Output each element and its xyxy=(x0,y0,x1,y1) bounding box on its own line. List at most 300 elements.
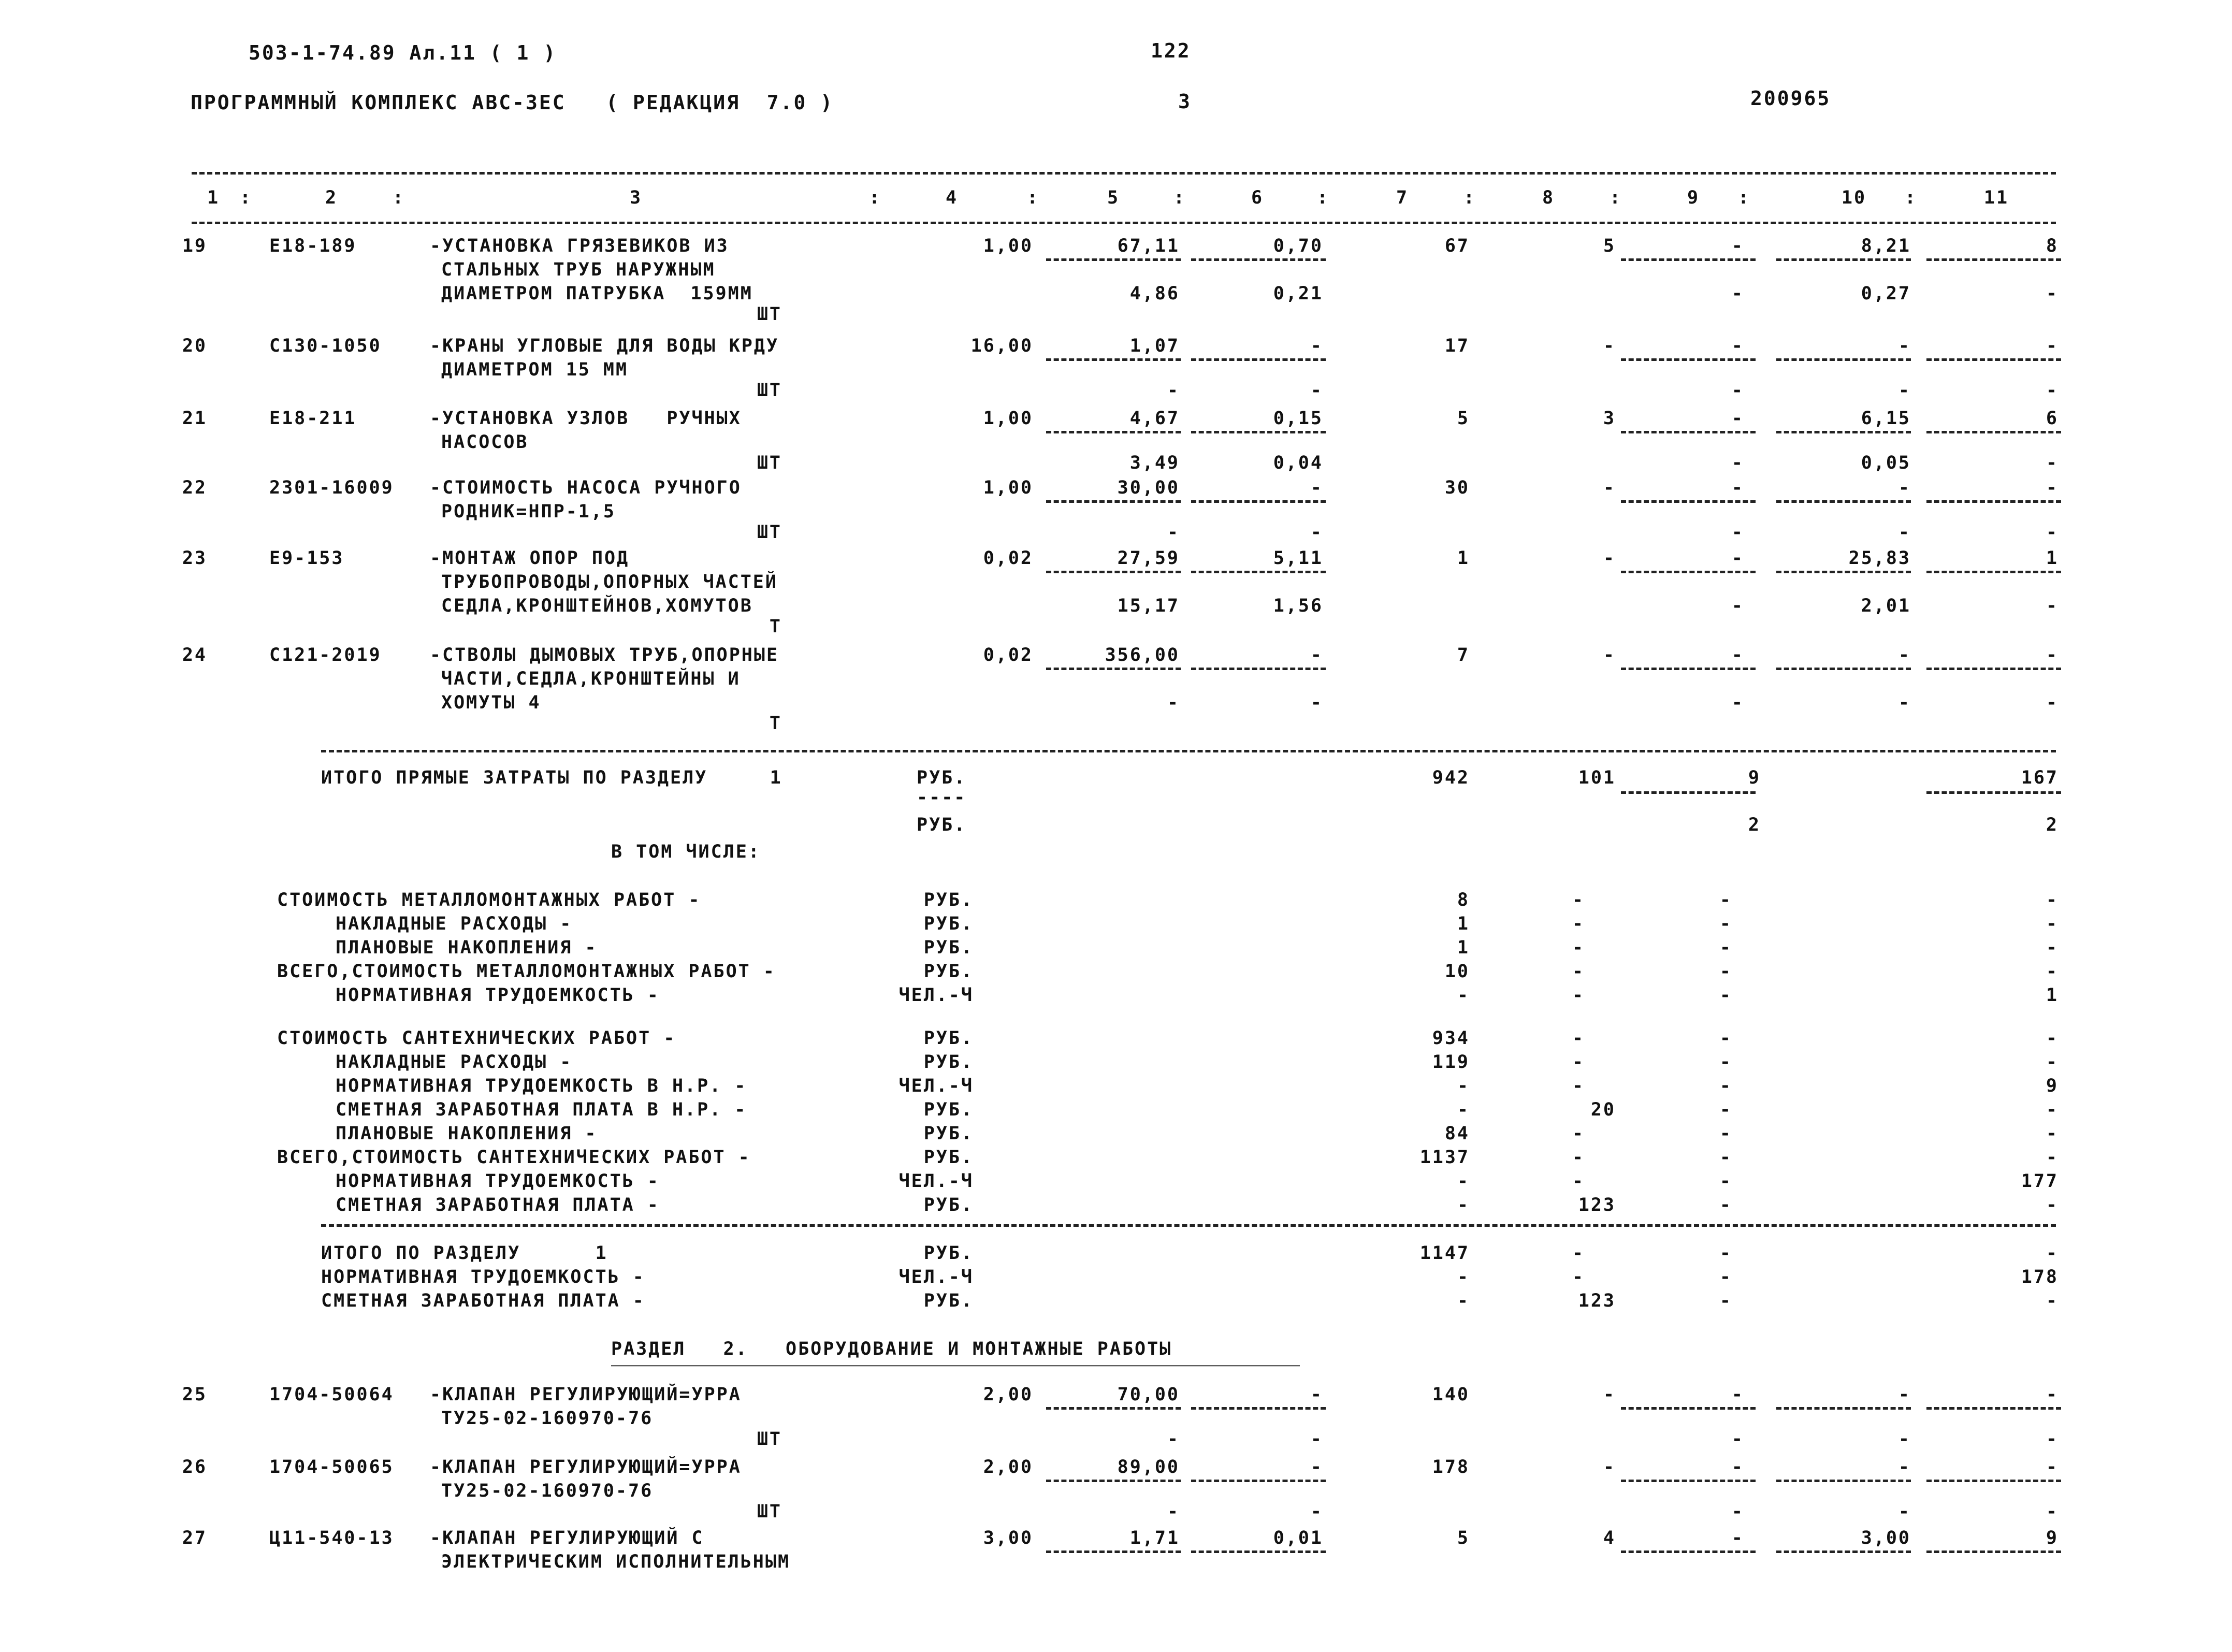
sub-rule xyxy=(1191,431,1326,433)
cell-c9a: - xyxy=(1731,236,1744,256)
row-unit: ШТ xyxy=(757,522,782,543)
cell-c10a: 3,00 xyxy=(1861,1528,1911,1548)
cell-p6b: - xyxy=(1310,1501,1323,1522)
breakdown-c11: - xyxy=(2046,1195,2059,1215)
sub-rule xyxy=(1776,1480,1911,1482)
cell-c11a: 8 xyxy=(2046,236,2059,256)
row-number: 24 xyxy=(182,645,207,665)
section-number: 3 xyxy=(1178,90,1192,113)
row-description: ТРУБОПРОВОДЫ,ОПОРНЫХ ЧАСТЕЙ xyxy=(441,572,778,592)
cell-p5b: - xyxy=(1167,1429,1180,1450)
page-number: 122 xyxy=(1151,39,1191,62)
cell-c10b: 0,27 xyxy=(1861,283,1911,304)
row-description: -СТВОЛЫ ДЫМОВЫХ ТРУБ,ОПОРНЫЕ xyxy=(430,645,779,665)
cell-p5a: 1,71 xyxy=(1129,1528,1180,1548)
row-code: Ц11-540-13 xyxy=(269,1528,394,1548)
cell-p5b: - xyxy=(1167,1501,1180,1522)
sub-rule xyxy=(1621,258,1756,261)
cell-p5a: 1,07 xyxy=(1129,336,1180,356)
row-quantity: 1,00 xyxy=(983,477,1033,498)
column-separator: : xyxy=(239,187,253,208)
cell-c9b: - xyxy=(1731,1501,1744,1522)
cell-c11b: - xyxy=(2046,596,2059,616)
cell-c8: - xyxy=(1603,1384,1616,1405)
total-direct-unit: РУБ. xyxy=(917,767,967,788)
cell-p5b: - xyxy=(1167,522,1180,543)
breakdown-c8: - xyxy=(1572,937,1585,958)
cell-c10a: - xyxy=(1898,477,1911,498)
breakdown-c11: - xyxy=(2046,1028,2059,1049)
column-header-4: 4 xyxy=(945,187,959,208)
cell-p6b: 0,04 xyxy=(1273,453,1323,473)
program-title: ПРОГРАММНЫЙ КОМПЛЕКС АВС-3ЕС ( РЕДАКЦИЯ 7.0 ) xyxy=(191,91,834,114)
total-direct-c8: 101 xyxy=(1578,767,1616,788)
row-code: Е18-211 xyxy=(269,408,357,429)
section-total-label: ИТОГО ПО РАЗДЕЛУ 1 xyxy=(321,1243,608,1264)
row-code: 1704-50064 xyxy=(269,1384,394,1405)
sub-rule xyxy=(1191,1480,1326,1482)
breakdown-c9: - xyxy=(1719,1123,1732,1144)
sub-rule xyxy=(1926,258,2061,261)
cell-p6b: 1,56 xyxy=(1273,596,1323,616)
section-total-c9: - xyxy=(1719,1291,1732,1311)
cell-p6a: 0,15 xyxy=(1273,408,1323,429)
cell-p6a: 0,01 xyxy=(1273,1528,1323,1548)
cell-c10a: - xyxy=(1898,1457,1911,1477)
section-total-c8: - xyxy=(1572,1267,1585,1287)
row-code: 1704-50065 xyxy=(269,1457,394,1477)
cell-p5b: - xyxy=(1167,692,1180,713)
row-unit: Т xyxy=(769,713,782,734)
breakdown-c8: - xyxy=(1572,1052,1585,1073)
cell-c10a: - xyxy=(1898,1384,1911,1405)
breakdown-c8: - xyxy=(1572,890,1585,910)
row-unit: ШТ xyxy=(757,1429,782,1450)
breakdown-c11: - xyxy=(2046,937,2059,958)
sub-rule xyxy=(1046,1407,1181,1410)
sub-rule xyxy=(1191,1550,1326,1553)
sub-rule xyxy=(1046,258,1181,261)
cell-p5b: - xyxy=(1167,380,1180,401)
cell-c9a: - xyxy=(1731,1384,1744,1405)
section-total-label: СМЕТНАЯ ЗАРАБОТНАЯ ПЛАТА - xyxy=(321,1291,645,1311)
breakdown-label: СТОИМОСТЬ МЕТАЛЛОМОНТАЖНЫХ РАБОТ - xyxy=(277,890,701,910)
cell-c7: 67 xyxy=(1444,236,1470,256)
row-quantity: 0,02 xyxy=(983,548,1033,569)
section-total-c8: 123 xyxy=(1578,1291,1616,1311)
breakdown-c8: 123 xyxy=(1578,1195,1616,1215)
total-direct-unit-2: РУБ. xyxy=(917,815,967,835)
cell-c9b: - xyxy=(1731,596,1744,616)
sub-rule xyxy=(1776,668,1911,670)
cell-c10b: - xyxy=(1898,522,1911,543)
breakdown-c11: - xyxy=(2046,1052,2059,1073)
breakdown-label: СМЕТНАЯ ЗАРАБОТНАЯ ПЛАТА - xyxy=(336,1195,660,1215)
sub-rule xyxy=(1776,1550,1911,1553)
row-unit: ШТ xyxy=(757,453,782,473)
breakdown-label: НАКЛАДНЫЕ РАСХОДЫ - xyxy=(336,1052,573,1073)
row-quantity: 1,00 xyxy=(983,408,1033,429)
sub-rule xyxy=(1046,431,1181,433)
cell-c10a: 25,83 xyxy=(1848,548,1911,569)
cell-c10b: - xyxy=(1898,692,1911,713)
breakdown-c11: 9 xyxy=(2046,1076,2059,1096)
breakdown-c9: - xyxy=(1719,937,1732,958)
breakdown-c7: - xyxy=(1457,1171,1470,1192)
cell-c10b: 0,05 xyxy=(1861,453,1911,473)
cell-p6a: 5,11 xyxy=(1273,548,1323,569)
breakdown-c7: - xyxy=(1457,1076,1470,1096)
breakdown-c9: - xyxy=(1719,914,1732,934)
total-direct-c11-sub: 2 xyxy=(2046,815,2059,835)
cell-c9a: - xyxy=(1731,548,1744,569)
section-total-unit: РУБ. xyxy=(923,1243,974,1264)
row-description: ДИАМЕТРОМ 15 ММ xyxy=(441,359,629,380)
breakdown-c8: - xyxy=(1572,1171,1585,1192)
column-header-10: 10 xyxy=(1841,187,1867,208)
cell-p6b: - xyxy=(1310,1429,1323,1450)
breakdown-unit: РУБ. xyxy=(923,1052,974,1073)
sub-rule xyxy=(1926,1407,2061,1410)
breakdown-label: НОРМАТИВНАЯ ТРУДОЕМКОСТЬ - xyxy=(336,985,660,1006)
breakdown-unit: РУБ. xyxy=(923,1028,974,1049)
cell-p5b: 15,17 xyxy=(1117,596,1180,616)
cell-c9b: - xyxy=(1731,522,1744,543)
breakdown-c11: 177 xyxy=(2021,1171,2059,1192)
sub-rule xyxy=(1926,668,2061,670)
cell-c7: 5 xyxy=(1457,408,1470,429)
cell-c10a: 8,21 xyxy=(1861,236,1911,256)
row-number: 27 xyxy=(182,1528,207,1548)
cell-p6b: - xyxy=(1310,692,1323,713)
breakdown-c7: 8 xyxy=(1457,890,1470,910)
cell-c10a: - xyxy=(1898,645,1911,665)
cell-c9a: - xyxy=(1731,1528,1744,1548)
row-description: СЕДЛА,КРОНШТЕЙНОВ,ХОМУТОВ xyxy=(441,596,753,616)
row-code: С130-1050 xyxy=(269,336,382,356)
sub-rule xyxy=(1621,500,1756,503)
column-separator: : xyxy=(1173,187,1186,208)
cell-c9b: - xyxy=(1731,453,1744,473)
sub-rule xyxy=(1191,358,1326,361)
row-description: ТУ25-02-160970-76 xyxy=(441,1481,654,1501)
sub-rule xyxy=(1926,1550,2061,1553)
cell-c10a: - xyxy=(1898,336,1911,356)
sub-rule xyxy=(1046,358,1181,361)
breakdown-unit: ЧЕЛ.-Ч xyxy=(898,1076,974,1096)
row-quantity: 2,00 xyxy=(983,1457,1033,1477)
cell-p5a: 70,00 xyxy=(1117,1384,1180,1405)
cell-c8: 4 xyxy=(1603,1528,1616,1548)
cell-c11a: - xyxy=(2046,477,2059,498)
row-quantity: 3,00 xyxy=(983,1528,1033,1548)
cell-p5a: 89,00 xyxy=(1117,1457,1180,1477)
cell-c8: - xyxy=(1603,1457,1616,1477)
cell-c7: 1 xyxy=(1457,548,1470,569)
sub-rule xyxy=(1621,358,1756,361)
cell-p5a: 30,00 xyxy=(1117,477,1180,498)
cell-p5a: 67,11 xyxy=(1117,236,1180,256)
cell-c10b: - xyxy=(1898,1429,1911,1450)
cell-c9b: - xyxy=(1731,283,1744,304)
row-description: ЭЛЕКТРИЧЕСКИМ ИСПОЛНИТЕЛЬНЫМ xyxy=(441,1552,791,1572)
column-separator: : xyxy=(1737,187,1751,208)
section-total-label: НОРМАТИВНАЯ ТРУДОЕМКОСТЬ - xyxy=(321,1267,645,1287)
column-header-2: 2 xyxy=(325,187,338,208)
total-direct-c7: 942 xyxy=(1432,767,1470,788)
cell-c11a: 6 xyxy=(2046,408,2059,429)
cell-c8: 3 xyxy=(1603,408,1616,429)
breakdown-c9: - xyxy=(1719,1099,1732,1120)
row-quantity: 16,00 xyxy=(970,336,1033,356)
sub-rule xyxy=(1046,1550,1181,1553)
row-description: -СТОИМОСТЬ НАСОСА РУЧНОГО xyxy=(430,477,742,498)
sub-rule xyxy=(1776,358,1911,361)
cell-p6a: - xyxy=(1310,1457,1323,1477)
section-total-c7: 1147 xyxy=(1419,1243,1470,1264)
section-total-c9: - xyxy=(1719,1267,1732,1287)
cell-c11a: - xyxy=(2046,645,2059,665)
cell-p6a: - xyxy=(1310,645,1323,665)
column-header-6: 6 xyxy=(1251,187,1264,208)
row-description: -КЛАПАН РЕГУЛИРУЮЩИЙ=УРРА xyxy=(430,1457,742,1477)
row-code: Е9-153 xyxy=(269,548,344,569)
document-id: 200965 xyxy=(1750,87,1831,110)
cell-c7: 7 xyxy=(1457,645,1470,665)
cell-p6b: 0,21 xyxy=(1273,283,1323,304)
section-total-c7: - xyxy=(1457,1291,1470,1311)
row-unit: Т xyxy=(769,616,782,637)
row-description: -УСТАНОВКА УЗЛОВ РУЧНЫХ xyxy=(430,408,742,429)
breakdown-c8: - xyxy=(1572,1147,1585,1168)
section-total-c9: - xyxy=(1719,1243,1732,1264)
cell-c9b: - xyxy=(1731,1429,1744,1450)
cell-p6a: - xyxy=(1310,477,1323,498)
cell-c8: - xyxy=(1603,548,1616,569)
section-title-underline xyxy=(611,1365,1300,1367)
row-description: -КЛАПАН РЕГУЛИРУЮЩИЙ С xyxy=(430,1528,704,1548)
cell-c9a: - xyxy=(1731,477,1744,498)
column-header-3: 3 xyxy=(629,187,643,208)
row-number: 20 xyxy=(182,336,207,356)
breakdown-unit: РУБ. xyxy=(923,914,974,934)
row-code: Е18-189 xyxy=(269,236,357,256)
section-2-title: РАЗДЕЛ 2. ОБОРУДОВАНИЕ И МОНТАЖНЫЕ РАБОТЫ xyxy=(611,1339,1172,1359)
including-label: В ТОМ ЧИСЛЕ: xyxy=(611,842,761,862)
total-direct-unit-sub: ---- xyxy=(917,787,967,808)
sub-rule xyxy=(1776,500,1911,503)
section-total-c11: 178 xyxy=(2021,1267,2059,1287)
top-rule xyxy=(192,172,2056,175)
section-total-c11: - xyxy=(2046,1291,2059,1311)
breakdown-unit: РУБ. xyxy=(923,890,974,910)
cell-c8: - xyxy=(1603,477,1616,498)
breakdown-c8: - xyxy=(1572,1123,1585,1144)
row-number: 22 xyxy=(182,477,207,498)
breakdown-c9: - xyxy=(1719,1147,1732,1168)
breakdown-label: НОРМАТИВНАЯ ТРУДОЕМКОСТЬ - xyxy=(336,1171,660,1192)
column-separator: : xyxy=(1463,187,1476,208)
breakdown-c8: - xyxy=(1572,961,1585,982)
row-unit: ШТ xyxy=(757,1501,782,1522)
cell-p5b: 3,49 xyxy=(1129,453,1180,473)
sub-rule xyxy=(1926,500,2061,503)
cell-c11a: 9 xyxy=(2046,1528,2059,1548)
row-description: -КЛАПАН РЕГУЛИРУЮЩИЙ=УРРА xyxy=(430,1384,742,1405)
breakdown-label: СТОИМОСТЬ САНТЕХНИЧЕСКИХ РАБОТ - xyxy=(277,1028,676,1049)
sub-rule xyxy=(1621,791,1756,794)
cell-c7: 17 xyxy=(1444,336,1470,356)
sub-rule xyxy=(1046,1480,1181,1482)
row-number: 23 xyxy=(182,548,207,569)
column-header-11: 11 xyxy=(1983,187,2009,208)
cell-c9b: - xyxy=(1731,380,1744,401)
total-direct-label: ИТОГО ПРЯМЫЕ ЗАТРАТЫ ПО РАЗДЕЛУ 1 xyxy=(321,767,782,788)
cell-c11b: - xyxy=(2046,453,2059,473)
breakdown-c7: 1 xyxy=(1457,937,1470,958)
breakdown-unit: ЧЕЛ.-Ч xyxy=(898,985,974,1006)
sub-rule xyxy=(1621,1550,1756,1553)
row-unit: ШТ xyxy=(757,304,782,325)
sub-rule xyxy=(1776,258,1911,261)
breakdown-c8: 20 xyxy=(1590,1099,1616,1120)
sub-rule xyxy=(1621,1407,1756,1410)
cell-c11a: - xyxy=(2046,1457,2059,1477)
column-separator: : xyxy=(1026,187,1040,208)
cell-p6b: - xyxy=(1310,380,1323,401)
sub-rule xyxy=(1621,668,1756,670)
breakdown-c9: - xyxy=(1719,1076,1732,1096)
row-number: 26 xyxy=(182,1457,207,1477)
cell-c9a: - xyxy=(1731,336,1744,356)
breakdown-c7: 1 xyxy=(1457,914,1470,934)
sub-rule xyxy=(1191,571,1326,573)
breakdown-c11: - xyxy=(2046,1123,2059,1144)
section-total-c7: - xyxy=(1457,1267,1470,1287)
total-direct-c9-sub: 2 xyxy=(1748,815,1761,835)
sub-rule xyxy=(1191,500,1326,503)
breakdown-c7: 10 xyxy=(1444,961,1470,982)
cell-c9b: - xyxy=(1731,692,1744,713)
breakdown-c11: 1 xyxy=(2046,985,2059,1006)
cell-c7: 140 xyxy=(1432,1384,1470,1405)
row-description: СТАЛЬНЫХ ТРУБ НАРУЖНЫМ xyxy=(441,259,716,280)
breakdown-c7: 84 xyxy=(1444,1123,1470,1144)
breakdown-c9: - xyxy=(1719,1028,1732,1049)
row-quantity: 1,00 xyxy=(983,236,1033,256)
breakdown-c7: 1137 xyxy=(1419,1147,1470,1168)
cell-c7: 5 xyxy=(1457,1528,1470,1548)
section-total-c11: - xyxy=(2046,1243,2059,1264)
column-separator: : xyxy=(1609,187,1622,208)
breakdown-label: ПЛАНОВЫЕ НАКОПЛЕНИЯ - xyxy=(336,1123,598,1144)
cell-c11b: - xyxy=(2046,692,2059,713)
cell-c7: 30 xyxy=(1444,477,1470,498)
cell-c8: - xyxy=(1603,645,1616,665)
total-direct-c11: 167 xyxy=(2021,767,2059,788)
row-quantity: 0,02 xyxy=(983,645,1033,665)
section-total-unit: РУБ. xyxy=(923,1291,974,1311)
row-description: НАСОСОВ xyxy=(441,432,529,453)
cell-c8: 5 xyxy=(1603,236,1616,256)
breakdown-c9: - xyxy=(1719,890,1732,910)
breakdown-c9: - xyxy=(1719,1052,1732,1073)
breakdown-unit: РУБ. xyxy=(923,961,974,982)
row-code: С121-2019 xyxy=(269,645,382,665)
cell-c11b: - xyxy=(2046,380,2059,401)
column-header-1: 1 xyxy=(207,187,220,208)
column-separator: : xyxy=(868,187,882,208)
breakdown-label: ВСЕГО,СТОИМОСТЬ МЕТАЛЛОМОНТАЖНЫХ РАБОТ - xyxy=(277,961,776,982)
row-description: ТУ25-02-160970-76 xyxy=(441,1408,654,1429)
section-rule xyxy=(321,1224,2056,1227)
breakdown-unit: ЧЕЛ.-Ч xyxy=(898,1171,974,1192)
row-description: -МОНТАЖ ОПОР ПОД xyxy=(430,548,630,569)
breakdown-c11: - xyxy=(2046,914,2059,934)
row-description: ХОМУТЫ 4 xyxy=(441,692,541,713)
breakdown-c7: - xyxy=(1457,1099,1470,1120)
cell-c10b: 2,01 xyxy=(1861,596,1911,616)
breakdown-c11: - xyxy=(2046,1147,2059,1168)
doc-code: 503-1-74.89 Ал.11 ( 1 ) xyxy=(249,41,557,64)
section-total-c8: - xyxy=(1572,1243,1585,1264)
cell-c9a: - xyxy=(1731,645,1744,665)
row-number: 21 xyxy=(182,408,207,429)
breakdown-c9: - xyxy=(1719,1195,1732,1215)
sub-rule xyxy=(1621,571,1756,573)
breakdown-unit: РУБ. xyxy=(923,1195,974,1215)
cell-c8: - xyxy=(1603,336,1616,356)
sub-rule xyxy=(1926,358,2061,361)
column-separator: : xyxy=(1316,187,1330,208)
breakdown-label: СМЕТНАЯ ЗАРАБОТНАЯ ПЛАТА В Н.Р. - xyxy=(336,1099,747,1120)
breakdown-unit: РУБ. xyxy=(923,937,974,958)
sub-rule xyxy=(1926,571,2061,573)
sub-rule xyxy=(1926,431,2061,433)
column-header-5: 5 xyxy=(1107,187,1120,208)
breakdown-label: НАКЛАДНЫЕ РАСХОДЫ - xyxy=(336,914,573,934)
breakdown-c9: - xyxy=(1719,1171,1732,1192)
column-separator: : xyxy=(392,187,405,208)
breakdown-label: ВСЕГО,СТОИМОСТЬ САНТЕХНИЧЕСКИХ РАБОТ - xyxy=(277,1147,751,1168)
column-header-9: 9 xyxy=(1687,187,1700,208)
row-number: 19 xyxy=(182,236,207,256)
cell-p5a: 4,67 xyxy=(1129,408,1180,429)
cell-p6a: - xyxy=(1310,1384,1323,1405)
breakdown-label: НОРМАТИВНАЯ ТРУДОЕМКОСТЬ В Н.Р. - xyxy=(336,1076,747,1096)
breakdown-c7: - xyxy=(1457,985,1470,1006)
cell-c11b: - xyxy=(2046,522,2059,543)
cell-c10b: - xyxy=(1898,1501,1911,1522)
breakdown-c8: - xyxy=(1572,1076,1585,1096)
breakdown-c8: - xyxy=(1572,1028,1585,1049)
row-unit: ШТ xyxy=(757,380,782,401)
sub-rule xyxy=(1926,791,2061,794)
row-code: 2301-16009 xyxy=(269,477,394,498)
sub-rule xyxy=(1926,1480,2061,1482)
breakdown-c7: - xyxy=(1457,1195,1470,1215)
breakdown-c11: - xyxy=(2046,961,2059,982)
breakdown-c7: 934 xyxy=(1432,1028,1470,1049)
row-description: -КРАНЫ УГЛОВЫЕ ДЛЯ ВОДЫ КРДУ xyxy=(430,336,779,356)
header-bottom-rule xyxy=(192,222,2056,224)
cell-p5b: 4,86 xyxy=(1129,283,1180,304)
cell-p6a: - xyxy=(1310,336,1323,356)
sub-rule xyxy=(1191,258,1326,261)
cell-p5a: 356,00 xyxy=(1105,645,1180,665)
cell-p5a: 27,59 xyxy=(1117,548,1180,569)
cell-c11a: 1 xyxy=(2046,548,2059,569)
